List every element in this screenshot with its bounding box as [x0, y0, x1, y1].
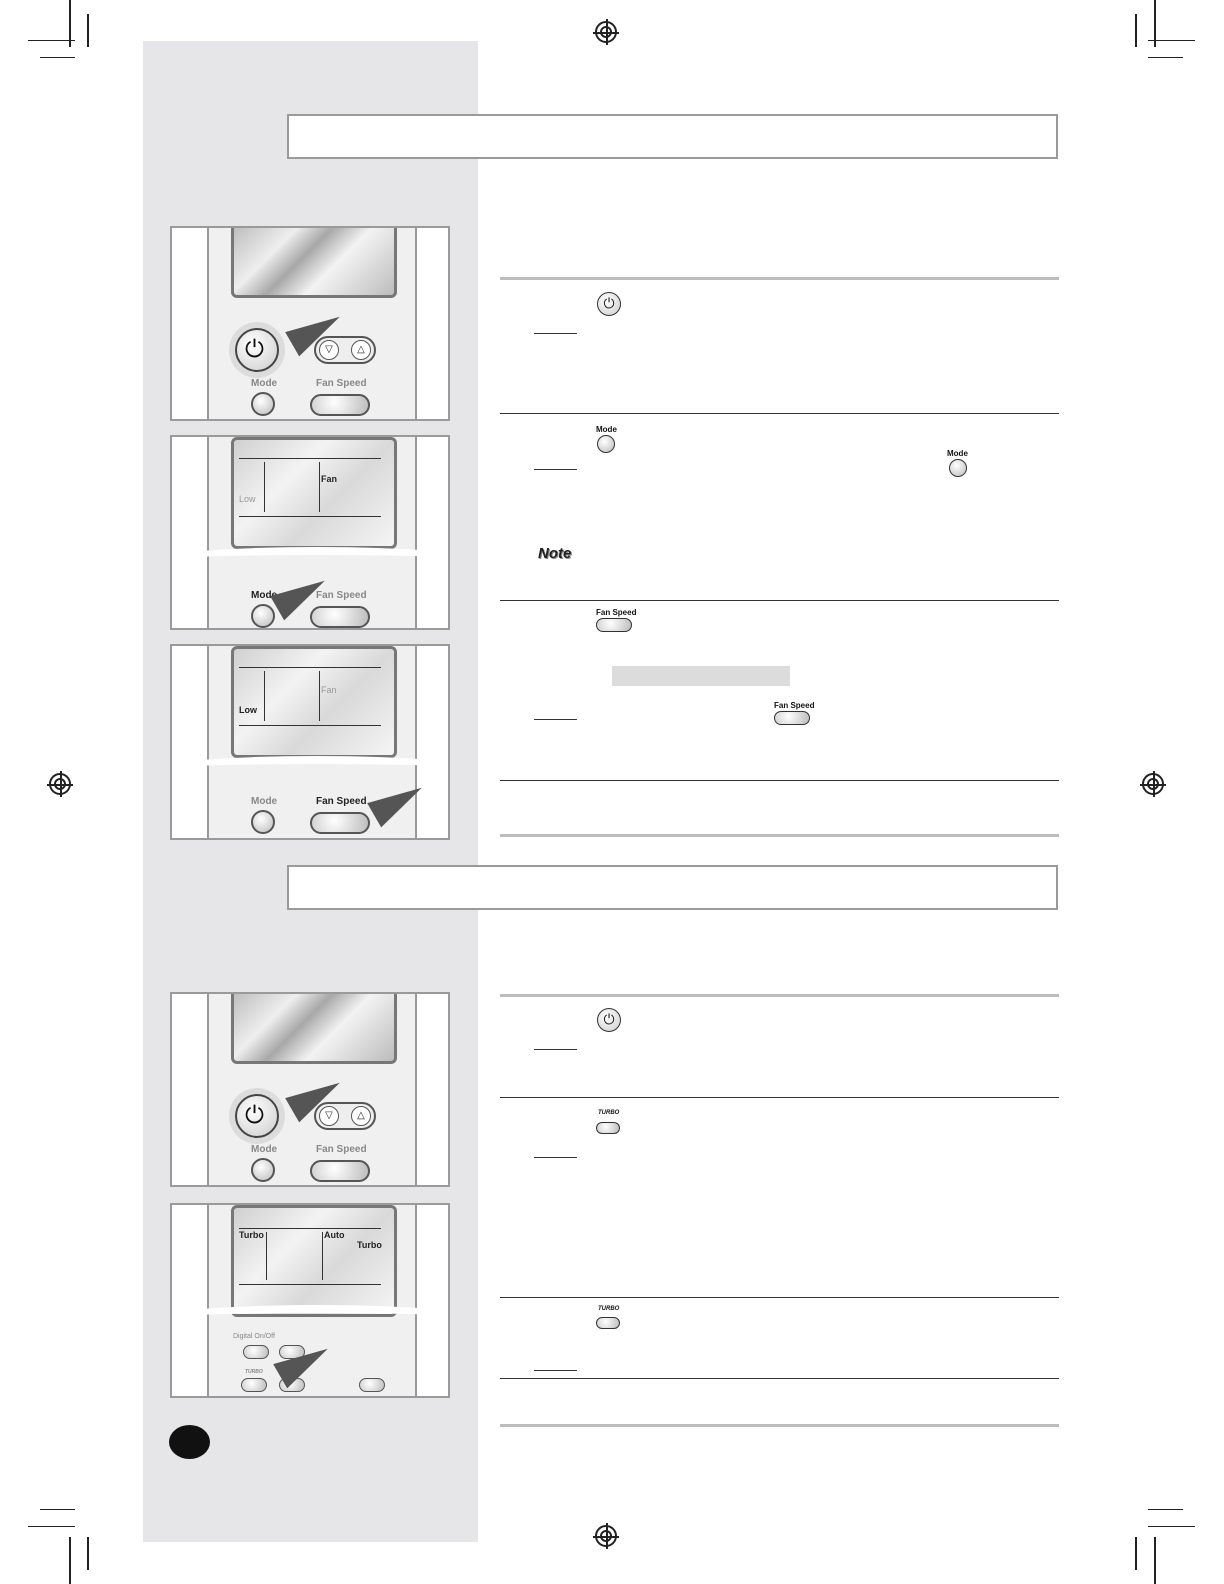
section-title-box-1 — [287, 114, 1058, 159]
display-low-text: Low — [239, 705, 257, 715]
mode-label: Mode — [251, 590, 278, 601]
mode-icon-caption: Mode — [947, 449, 968, 458]
fan-speed-button — [310, 1160, 370, 1182]
crop-mark — [28, 40, 75, 41]
mode-icon-caption: Mode — [596, 425, 617, 434]
page-number-badge — [169, 1425, 210, 1459]
registration-mark-icon — [595, 21, 617, 43]
step-divider — [500, 1297, 1059, 1298]
display-turbo-right-text: Turbo — [357, 1240, 382, 1250]
crop-mark — [1135, 1537, 1137, 1570]
crop-mark — [69, 1537, 71, 1584]
temp-up-icon: △ — [351, 1106, 371, 1126]
power-button: ⏻ — [235, 1094, 279, 1138]
section-title-box-2 — [287, 865, 1058, 910]
step-marker-line — [534, 333, 577, 334]
fan-speed-label: Fan Speed — [316, 1144, 367, 1155]
power-icon: ⏻ — [597, 292, 621, 316]
remote-illustration-power — [170, 226, 450, 421]
display-low-text: Low — [239, 494, 256, 504]
remote-display — [231, 226, 397, 298]
remote-illustration-turbo — [170, 1203, 450, 1398]
mode-label: Mode — [251, 1144, 278, 1155]
step-marker-line — [534, 469, 577, 470]
crop-mark — [1135, 14, 1137, 47]
digital-onoff-button — [243, 1345, 269, 1359]
crop-mark — [87, 1537, 89, 1570]
display-fan-text: Fan — [321, 474, 338, 484]
power-icon: ⏻ — [597, 1008, 621, 1032]
turbo-button-icon — [596, 1122, 620, 1134]
mode-button — [251, 1158, 275, 1182]
remote-illustration-mode — [170, 435, 450, 630]
section-1-bottom-rule — [500, 834, 1059, 837]
turbo-icon-caption: TURBO — [598, 1306, 620, 1312]
digital-onoff-label: Digital On/Off — [233, 1333, 275, 1340]
crop-mark — [40, 57, 75, 58]
cutaway-wave — [170, 1305, 450, 1333]
temp-up-icon: △ — [351, 340, 371, 360]
step-divider — [500, 1097, 1059, 1098]
turbo-button-icon — [596, 1317, 620, 1329]
aux-button-right — [359, 1378, 385, 1392]
fan-speed-button — [310, 606, 370, 628]
mode-button — [251, 810, 275, 834]
section-1-top-rule — [500, 277, 1059, 280]
fan-speed-button-icon — [596, 618, 632, 632]
mode-label: Mode — [251, 796, 278, 807]
step-marker-line — [534, 1370, 577, 1371]
highlight-bar — [612, 666, 790, 686]
remote-display — [231, 992, 397, 1064]
mode-button — [251, 604, 275, 628]
step-divider — [500, 1378, 1059, 1379]
section-2-bottom-rule — [500, 1424, 1059, 1427]
step-divider — [500, 413, 1059, 414]
crop-mark — [1148, 1526, 1195, 1527]
display-fan-text: Fan — [321, 685, 337, 695]
step-marker-line — [534, 719, 577, 720]
turbo-icon-caption: TURBO — [598, 1110, 620, 1116]
registration-mark-icon — [49, 773, 71, 795]
temp-down-icon: ▽ — [319, 340, 339, 360]
display-auto-text: Auto — [324, 1230, 345, 1240]
step-marker-line — [534, 1157, 577, 1158]
fan-speed-button-icon — [774, 711, 810, 725]
remote-illustration-fan-speed — [170, 644, 450, 840]
fan-speed-icon-caption: Fan Speed — [596, 608, 637, 617]
mode-button — [251, 392, 275, 416]
fan-speed-label: Fan Speed — [316, 378, 367, 389]
section-2-top-rule — [500, 994, 1059, 997]
turbo-button — [241, 1378, 267, 1392]
temp-down-icon: ▽ — [319, 1106, 339, 1126]
note-label: Note — [538, 545, 572, 562]
fan-speed-button — [310, 812, 370, 834]
fan-speed-label: Fan Speed — [316, 590, 367, 601]
display-turbo-text: Turbo — [239, 1230, 264, 1240]
power-button: ⏻ — [235, 328, 279, 372]
cutaway-wave — [170, 547, 450, 575]
fan-speed-button — [310, 394, 370, 416]
remote-display — [231, 1205, 397, 1317]
remote-display — [231, 437, 397, 549]
fan-speed-label: Fan Speed — [316, 796, 367, 807]
step-divider — [500, 780, 1059, 781]
mode-button-icon — [949, 459, 967, 477]
crop-mark — [40, 1509, 75, 1510]
crop-mark — [1148, 57, 1183, 58]
remote-display — [231, 646, 397, 758]
step-divider — [500, 600, 1059, 601]
fan-speed-icon-caption: Fan Speed — [774, 701, 815, 710]
registration-mark-icon — [1142, 773, 1164, 795]
crop-mark — [1148, 40, 1195, 41]
crop-mark — [1148, 1509, 1183, 1510]
turbo-small-label: TURBO — [245, 1369, 263, 1375]
remote-illustration-power-2 — [170, 992, 450, 1187]
registration-mark-icon — [595, 1525, 617, 1547]
mode-button-icon — [597, 435, 615, 453]
step-marker-line — [534, 1049, 577, 1050]
crop-mark — [28, 1526, 75, 1527]
mode-label: Mode — [251, 378, 278, 389]
crop-mark — [1154, 1537, 1156, 1584]
crop-mark — [87, 14, 89, 47]
